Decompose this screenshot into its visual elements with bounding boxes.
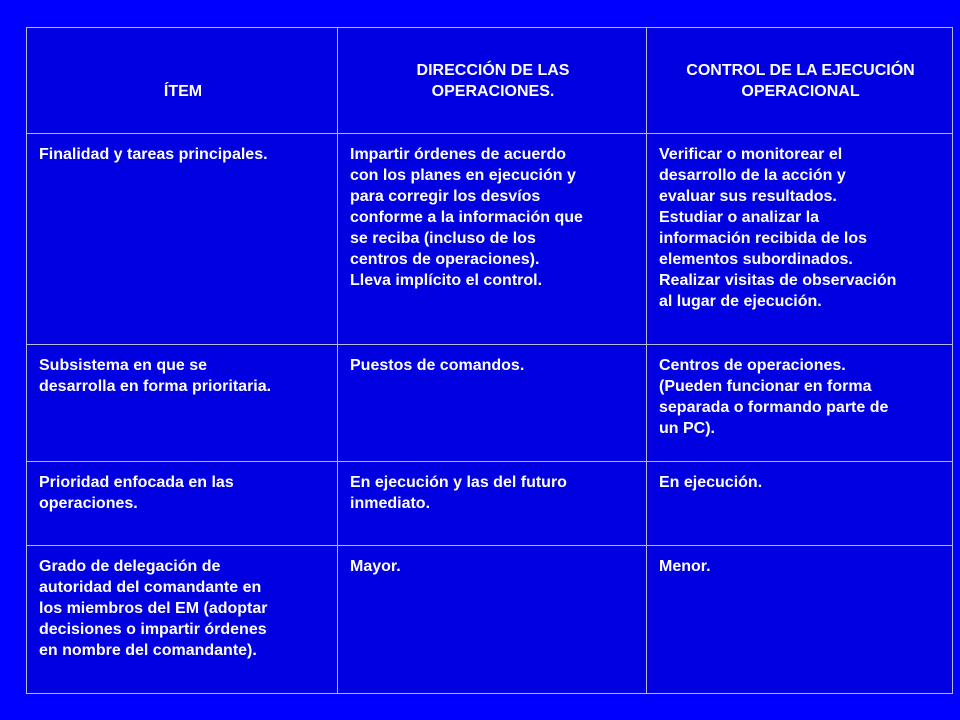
cell-direccion: [338, 134, 647, 345]
cell-line: separada o formando parte de: [659, 399, 889, 416]
cell-line: Verificar o monitorear el: [659, 146, 843, 163]
cell-line: en nombre del comandante).: [39, 642, 257, 659]
cell-line: Grado de delegación de: [39, 558, 221, 575]
cell-item: [27, 134, 338, 345]
cell-item: [27, 345, 338, 462]
cell-item: [27, 462, 338, 546]
cell-direccion: [338, 462, 647, 546]
cell-line: se reciba (incluso de los: [350, 230, 536, 247]
cell-line: En ejecución.: [659, 474, 763, 491]
cell-line: Centros de operaciones.: [659, 357, 846, 374]
cell-line: En ejecución y las del futuro: [350, 474, 567, 491]
header-direccion-line: DIRECCIÓN DE LAS: [416, 62, 570, 79]
cell-line: (Pueden funcionar en forma: [659, 378, 872, 395]
cell-line: evaluar sus resultados.: [659, 188, 837, 205]
cell-control: [647, 345, 953, 462]
header-control-line: CONTROL DE LA EJECUCIÓN: [686, 62, 915, 79]
cell-line: Finalidad y tareas principales.: [39, 146, 268, 163]
cell-line: Impartir órdenes de acuerdo: [350, 146, 567, 163]
cell-line: elementos subordinados.: [659, 251, 853, 268]
cell-line: Realizar visitas de observación: [659, 272, 897, 289]
cell-line: autoridad del comandante en: [39, 579, 262, 596]
cell-line: un PC).: [659, 420, 715, 437]
cell-line: desarrollo de la acción y: [659, 167, 846, 184]
comparison-table: [26, 27, 953, 694]
table-header-row: [27, 28, 953, 134]
table-row: [27, 134, 953, 345]
header-direccion: [338, 28, 647, 134]
cell-line: Lleva implícito el control.: [350, 272, 543, 289]
cell-line: centros de operaciones).: [350, 251, 540, 268]
table-row: [27, 546, 953, 694]
cell-line: Estudiar o analizar la: [659, 209, 820, 226]
cell-line: desarrolla en forma prioritaria.: [39, 378, 272, 395]
cell-line: con los planes en ejecución y: [350, 167, 576, 184]
cell-line: conforme a la información que: [350, 209, 583, 226]
cell-line: los miembros del EM (adoptar: [39, 600, 268, 617]
header-control-line: OPERACIONAL: [741, 83, 860, 100]
cell-line: información recibida de los: [659, 230, 868, 247]
cell-line: Mayor.: [350, 558, 401, 575]
cell-line: operaciones.: [39, 495, 138, 512]
cell-control: [647, 462, 953, 546]
header-item: [27, 28, 338, 134]
table-row: [27, 345, 953, 462]
cell-line: Prioridad enfocada en las: [39, 474, 234, 491]
table-row: [27, 462, 953, 546]
cell-line: al lugar de ejecución.: [659, 293, 822, 310]
header-direccion-line: OPERACIONES.: [431, 83, 555, 100]
cell-line: para corregir los desvíos: [350, 188, 541, 205]
header-control: [647, 28, 953, 134]
cell-direccion: [338, 546, 647, 694]
header-item-line: ÍTEM: [163, 83, 203, 100]
cell-control: [647, 134, 953, 345]
cell-line: Subsistema en que se: [39, 357, 208, 374]
cell-direccion: [338, 345, 647, 462]
cell-line: decisiones o impartir órdenes: [39, 621, 267, 638]
cell-line: Puestos de comandos.: [350, 357, 525, 374]
cell-item: [27, 546, 338, 694]
cell-line: Menor.: [659, 558, 711, 575]
cell-line: inmediato.: [350, 495, 431, 512]
cell-control: [647, 546, 953, 694]
